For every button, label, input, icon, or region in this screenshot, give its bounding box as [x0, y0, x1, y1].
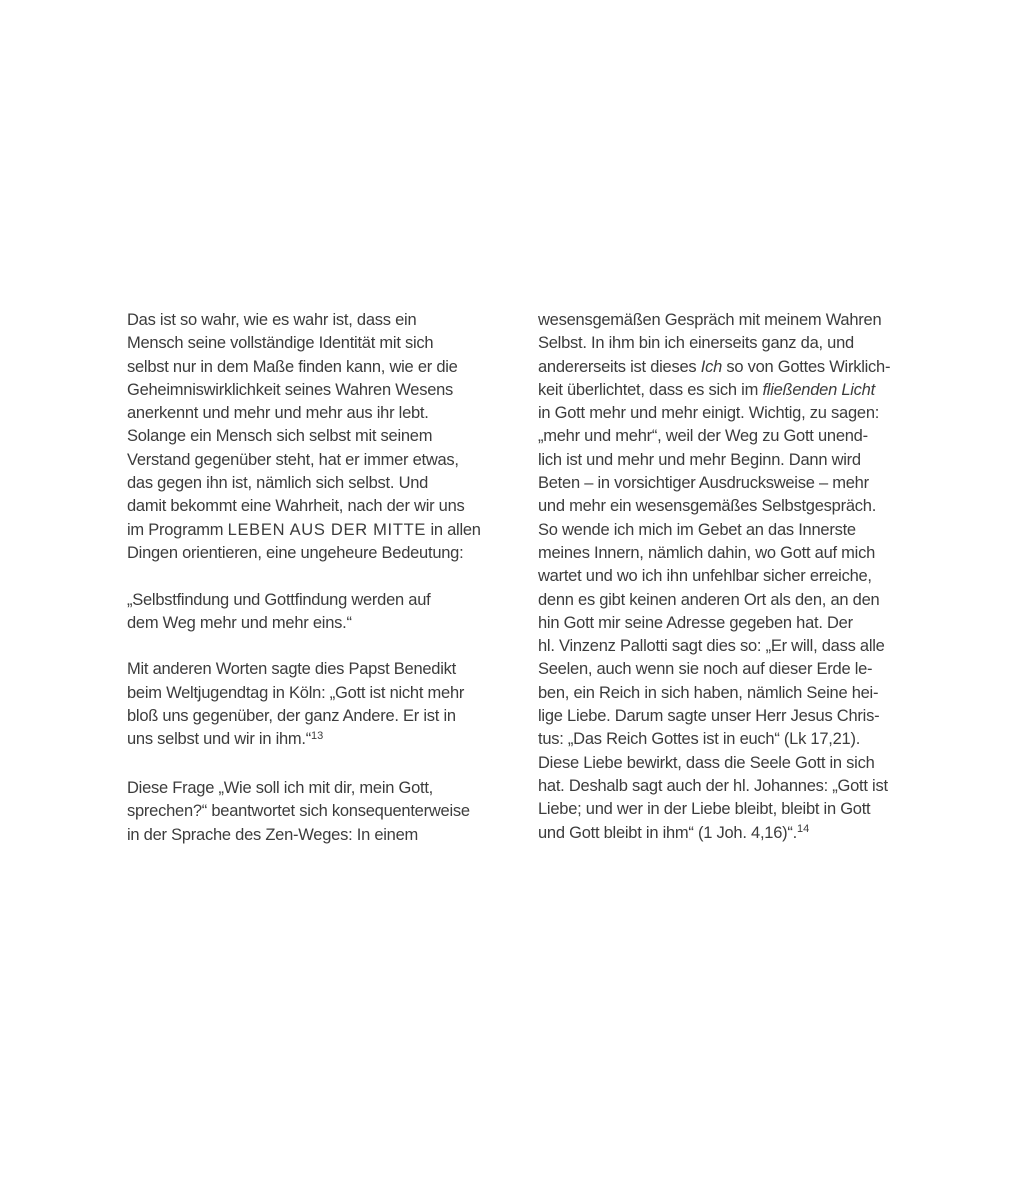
text-segment: und mehr ein wesensgemäßes Selbstgespräch.: [538, 497, 877, 516]
text-segment: anerkennt und mehr und mehr aus ihr lebt.: [127, 404, 429, 423]
text-line: [538, 425, 930, 448]
paragraph: [127, 658, 519, 753]
text-segment: LEBEN AUS DER MITTE: [227, 520, 427, 539]
text-line: [127, 309, 519, 332]
text-line: [538, 658, 930, 681]
text-segment: Seelen, auch wenn sie noch auf dieser Erde le-: [538, 660, 873, 679]
text-line: [538, 589, 930, 612]
text-segment: selbst nur in dem Maße finden kann, wie er die: [127, 357, 458, 376]
text-segment: So wende ich mich im Gebet an das Innerste: [538, 520, 856, 539]
paragraph: [127, 309, 519, 565]
text-segment: sprechen?“ beantwortet sich konsequenterweise: [127, 802, 470, 821]
text-segment: Mensch seine vollständige Identität mit sich: [127, 334, 434, 353]
text-line: [127, 728, 519, 753]
text-line: [538, 728, 930, 751]
text-line: [538, 495, 930, 518]
text-segment: Verstand gegenüber steht, hat er immer etwas,: [127, 450, 459, 469]
paragraph: [127, 777, 519, 847]
text-line: [538, 612, 930, 635]
text-segment: Ich: [700, 357, 723, 376]
text-line: [127, 777, 519, 800]
text-segment: hat. Deshalb sagt auch der hl. Johannes: „Gott ist: [538, 776, 888, 795]
text-segment: wesensgemäßen Gespräch mit meinem Wahren: [538, 311, 882, 329]
footnote-reference: 14: [796, 823, 810, 836]
text-segment: ben, ein Reich in sich haben, nämlich Seine hei-: [538, 683, 879, 702]
text-line: [538, 402, 930, 425]
text-line: [538, 565, 930, 588]
text-line: [538, 705, 930, 728]
text-line: [127, 682, 519, 705]
text-segment: Solange ein Mensch sich selbst mit seinem: [127, 427, 433, 446]
footnote-reference: 13: [311, 729, 324, 742]
text-segment: keit überlichtet, dass es sich im: [538, 380, 763, 399]
text-line: [127, 658, 519, 681]
text-segment: lige Liebe. Darum sagte unser Herr Jesus Chris-: [538, 707, 880, 726]
text-line: [127, 332, 519, 355]
text-segment: Liebe; und wer in der Liebe bleibt, bleibt in Gott: [538, 800, 871, 819]
text-line: [538, 449, 930, 472]
text-line: [127, 356, 519, 379]
text-segment: Mit anderen Worten sagte dies Papst Benedikt: [127, 660, 456, 679]
text-line: [538, 682, 930, 705]
text-segment: „Selbstfindung und Gottfindung werden auf: [127, 590, 431, 609]
text-segment: in der Sprache des Zen-Weges: In einem: [127, 825, 419, 844]
text-line: [538, 542, 930, 565]
text-line: [127, 472, 519, 495]
right-text-column: [538, 309, 930, 847]
text-line: [127, 379, 519, 402]
text-segment: tus: „Das Reich Gottes ist in euch“ (Lk 17,21).: [538, 730, 861, 749]
text-segment: Selbst. In ihm bin ich einerseits ganz da, und: [538, 334, 854, 353]
text-line: [127, 800, 519, 823]
text-segment: Dingen orientieren, eine ungeheure Bedeutung:: [127, 543, 464, 562]
text-segment: in Gott mehr und mehr einigt. Wichtig, zu sagen:: [538, 404, 880, 423]
text-segment: Das ist so wahr, wie es wahr ist, dass ein: [127, 311, 417, 329]
paragraph: [538, 309, 930, 847]
text-line: [127, 519, 519, 542]
text-line: [538, 332, 930, 355]
text-segment: hin Gott mir seine Adresse gegeben hat. Der: [538, 613, 853, 632]
text-segment: „mehr und mehr“, weil der Weg zu Gott unend-: [538, 427, 868, 446]
text-segment: beim Weltjugendtag in Köln: „Gott ist nicht mehr: [127, 683, 465, 702]
text-segment: wartet und wo ich ihn unfehlbar sicher erreiche,: [538, 567, 872, 586]
text-segment: denn es gibt keinen anderen Ort als den, an den: [538, 590, 880, 609]
text-line: [538, 519, 930, 542]
text-segment: meines Innern, nämlich dahin, wo Gott auf mich: [538, 543, 876, 562]
paragraph: [127, 589, 519, 636]
text-segment: damit bekommt eine Wahrheit, nach der wir uns: [127, 497, 465, 516]
text-line: [127, 824, 519, 847]
text-line: [538, 822, 930, 847]
text-segment: Geheimniswirklichkeit seines Wahren Wesens: [127, 380, 454, 399]
text-line: [127, 612, 519, 635]
text-line: [538, 635, 930, 658]
text-segment: bloß uns gegenüber, der ganz Andere. Er ist in: [127, 707, 456, 726]
text-segment: fließenden Licht: [762, 380, 875, 399]
text-segment: Beten – in vorsichtiger Ausdrucksweise – mehr: [538, 474, 869, 493]
text-line: [538, 775, 930, 798]
text-line: [127, 449, 519, 472]
text-line: [538, 379, 930, 402]
text-line: [538, 798, 930, 821]
text-line: [538, 356, 930, 379]
text-line: [127, 425, 519, 448]
text-line: [127, 705, 519, 728]
text-line: [127, 542, 519, 565]
text-segment: andererseits ist dieses: [538, 357, 701, 376]
left-text-column: [127, 309, 519, 847]
text-line: [538, 309, 930, 332]
text-segment: und Gott bleibt in ihm“ (1 Joh. 4,16)“.: [538, 823, 797, 842]
text-segment: in allen: [426, 520, 481, 539]
text-line: [127, 495, 519, 518]
text-segment: so von Gottes Wirklich-: [722, 357, 891, 376]
text-segment: lich ist und mehr und mehr Beginn. Dann wird: [538, 450, 861, 469]
text-segment: uns selbst und wir in ihm.“: [127, 730, 311, 749]
text-segment: Diese Frage „Wie soll ich mit dir, mein Gott,: [127, 778, 434, 797]
text-segment: im Programm: [127, 520, 228, 539]
text-segment: dem Weg mehr und mehr eins.“: [127, 613, 352, 632]
text-line: [127, 589, 519, 612]
text-line: [538, 472, 930, 495]
text-line: [538, 752, 930, 775]
text-line: [127, 402, 519, 425]
text-segment: das gegen ihn ist, nämlich sich selbst. Und: [127, 474, 429, 493]
text-segment: Diese Liebe bewirkt, dass die Seele Gott in sich: [538, 753, 875, 772]
text-segment: hl. Vinzenz Pallotti sagt dies so: „Er will, dass alle: [538, 637, 885, 656]
